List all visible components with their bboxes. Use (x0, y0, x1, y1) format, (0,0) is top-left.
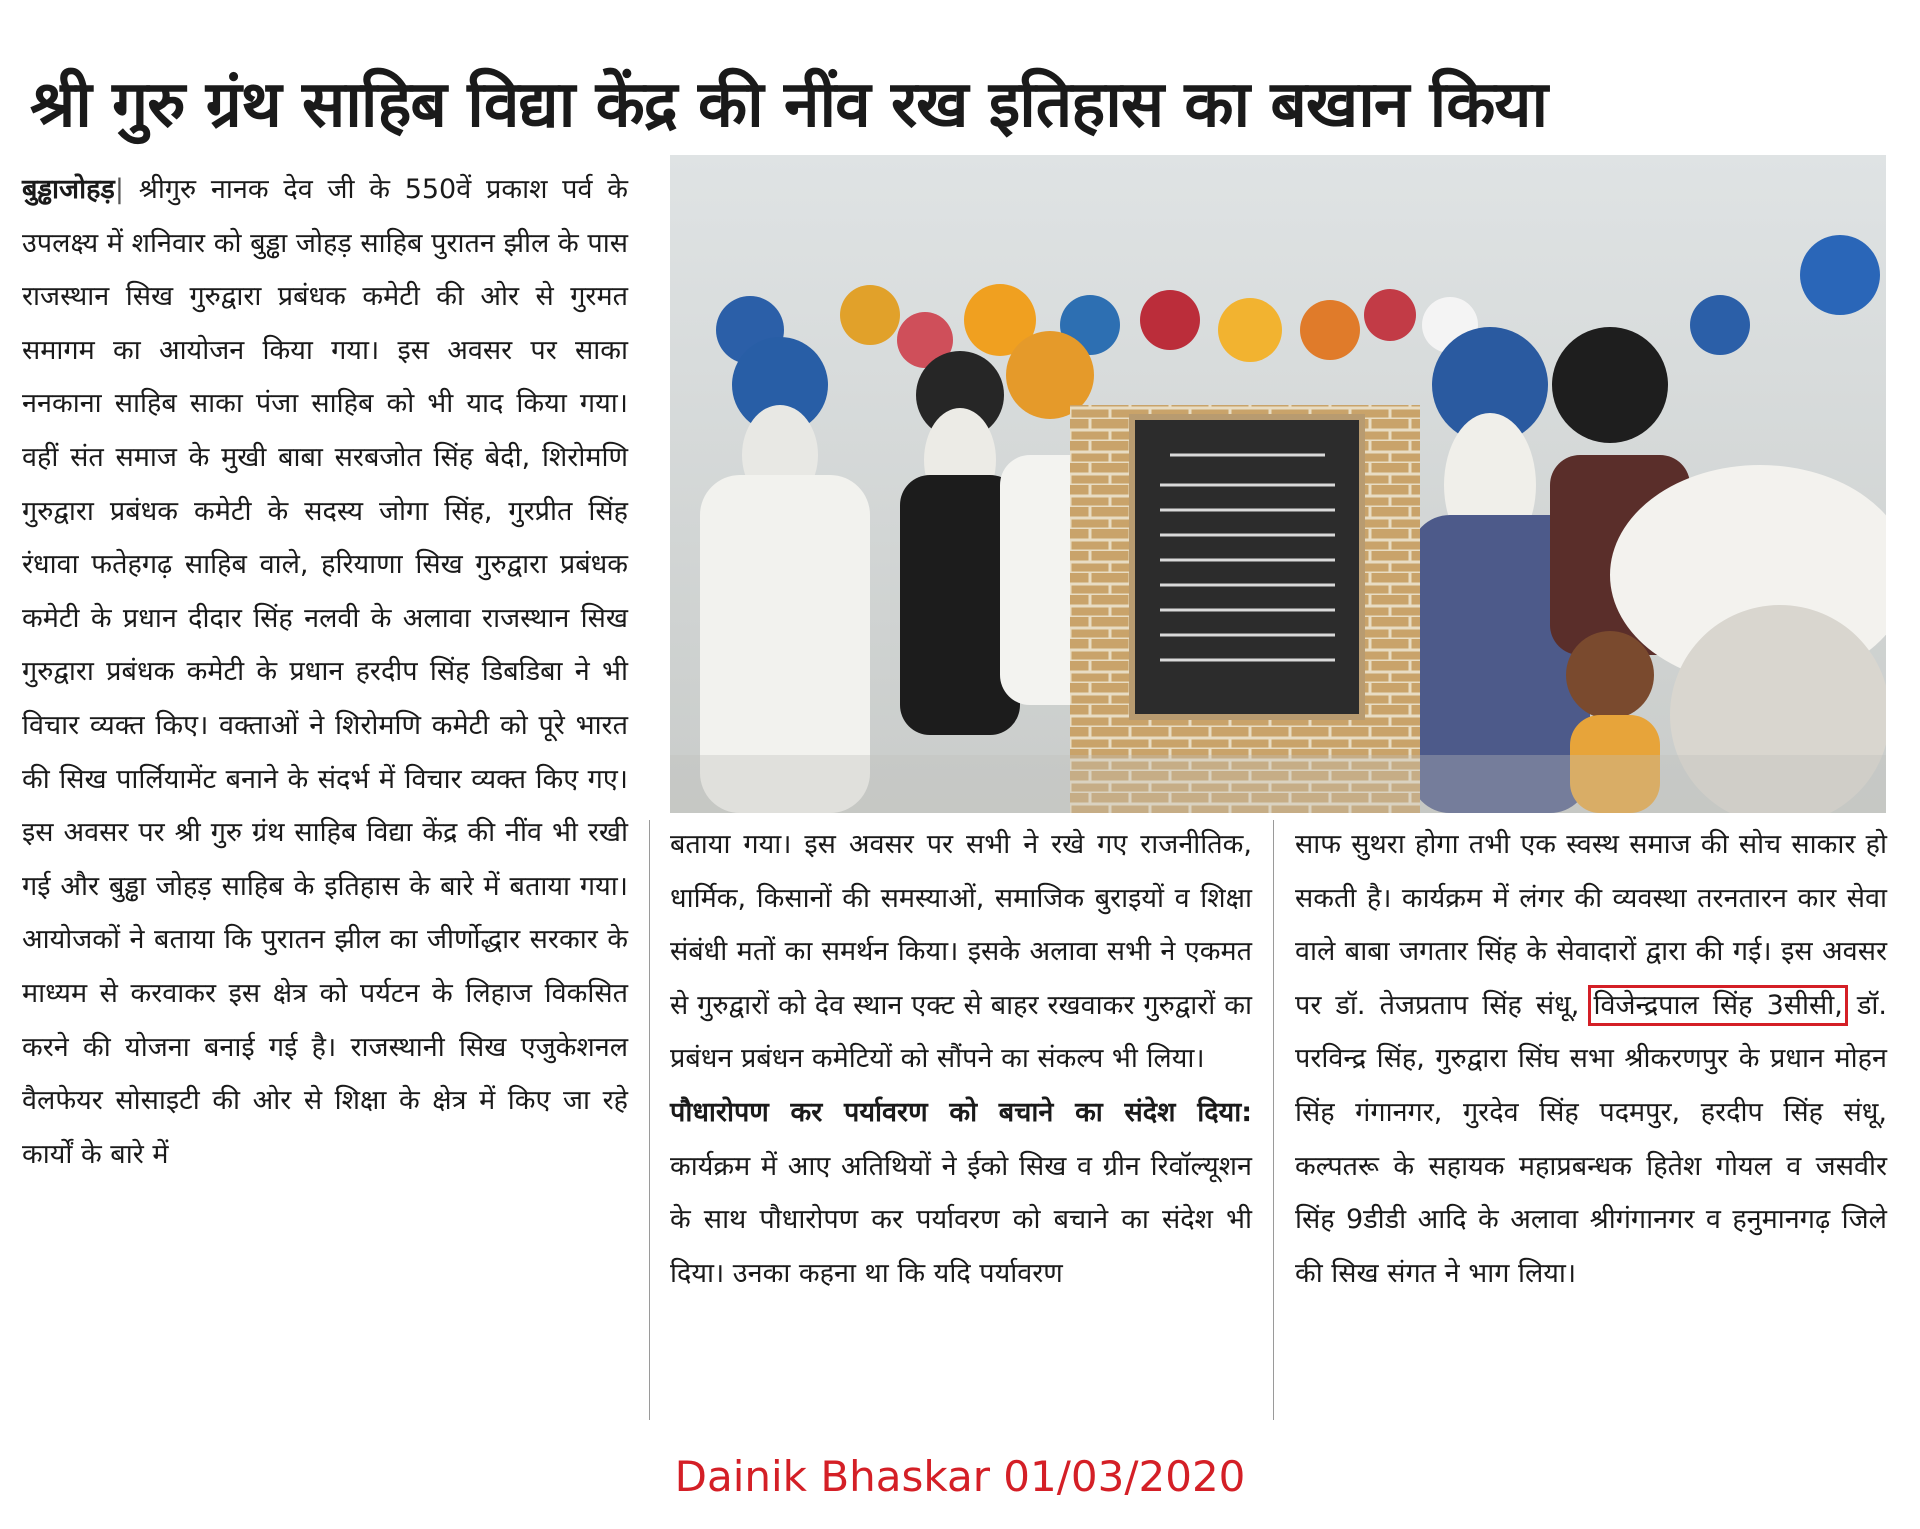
article-column-3 (1295, 818, 1887, 1418)
article-text-col1: श्रीगुरु नानक देव जी के 550वें प्रकाश पर्व के उपलक्ष्य में शनिवार को बुड्ढा जोहड़ साहिब पुरातन झील के पास राजस्थान सिख गुरुद्वारा प्रबंधक कमेटी की ओर से गुरमत समागम का आयोजन किया गया। इस अवसर पर साका ननकाना साहिब साका पंजा साहिब को भी याद किया गया। वहीं संत समाज के मुखी बाबा सरबजोत सिंह बेदी, शिरोमणि गुरुद्वारा प्रबंधक कमेटी के सदस्य जोगा सिंह, गुरप्रीत सिंह रंधावा फतेहगढ़ साहिब वाले, हरियाणा सिख गुरुद्वारा प्रबंधक कमेटी के प्रधान दीदार सिंह नलवी के अलावा राजस्थान सिख गुरुद्वारा प्रबंधक कमेटी के प्रधान हरदीप सिंह डिबडिबा ने भी विचार व्यक्त किए। वक्ताओं ने शिरोमणि कमेटी को पूरे भारत की सिख पार्लियामेंट बनाने के संदर्भ में विचार व्यक्त किए गए। इस अवसर पर श्री गुरु ग्रंथ साहिब विद्या केंद्र की नींव भी रखी गई और बुड्ढा जोहड़ साहिब के इतिहास के बारे में बताया गया। आयोजकों ने बताया कि पुरातन झील का जीर्णोद्धार सरकार के माध्यम से करवाकर इस क्षेत्र को पर्यटन के लिहाज विकसित करने की योजना बनाई गई है। राजस्थानी सिख एजुकेशनल वैलफेयर सोसाइटी की ओर से शिक्षा के क्षेत्र में किए जा रहे कार्यों के बारे में (22, 174, 629, 1170)
dateline: बुड्ढाजोहड़ (22, 174, 115, 205)
source-credit: Dainik Bhaskar 01/03/2020 (674, 1452, 1246, 1501)
highlighted-name: विजेन्द्रपाल सिंह 3सीसी, (1593, 989, 1843, 1021)
article-text-col2: बताया गया। इस अवसर पर सभी ने रखे गए राजनीतिक, धार्मिक, किसानों की समस्याओं, समाजिक बुराइयों व शिक्षा संबंधी मतों का समर्थन किया। इसके अलावा सभी ने एकमत से गुरुद्वारों को देव स्थान एक्ट से बाहर रखवाकर गुरुद्वारों का प्रबंधन प्रबंधन कमेटियों को सौंपने का संकल्प भी लिया। (670, 829, 1252, 1075)
article-text-col3: साफ सुथरा होगा तभी एक स्वस्थ समाज की सोच साकार हो सकती है। कार्यक्रम में लंगर की व्यवस्था तरनतारन कार सेवा वाले बाबा जगतार सिंह के सेवादारों द्वारा की गई। इस अवसर पर डॉ. तेजप्रताप सिंह संधू, (1295, 829, 1887, 1021)
subheading: पौधारोपण कर पर्यावरण को बचाने का संदेश दिया: (670, 1096, 1252, 1128)
dateline-separator: | (114, 174, 124, 205)
article-text-col2-continued: कार्यक्रम में आए अतिथियों ने ईको सिख व ग्रीन रिवॉल्यूशन के साथ पौधारोपण कर पर्यावरण को बचाने का संदेश भी दिया। उनका कहना था कि यदि पर्यावरण (670, 1150, 1252, 1289)
headline: श्री गुरु ग्रंथ साहिब विद्या केंद्र की नींव रख इतिहास का बखान किया (30, 68, 1548, 142)
news-photo (670, 155, 1886, 813)
article-column-2 (670, 818, 1252, 1418)
column-divider (649, 820, 650, 1420)
article-column-1 (22, 163, 628, 1423)
article-text-col3-continued: डॉ. परविन्द्र सिंह, गुरुद्वारा सिंघ सभा श्रीकरणपुर के प्रधान मोहन सिंह गंगानगर, गुरदेव सिंह पदमपुर, हरदीप सिंह संधू, कल्पतरू के सहायक महाप्रबन्धक हितेश गोयल व जसवीर सिंह 9डीडी आदि के अलावा श्रीगंगानगर व हनुमानगढ़ जिले की सिख संगत ने भाग लिया। (1295, 989, 1887, 1289)
column-divider (1273, 820, 1274, 1420)
